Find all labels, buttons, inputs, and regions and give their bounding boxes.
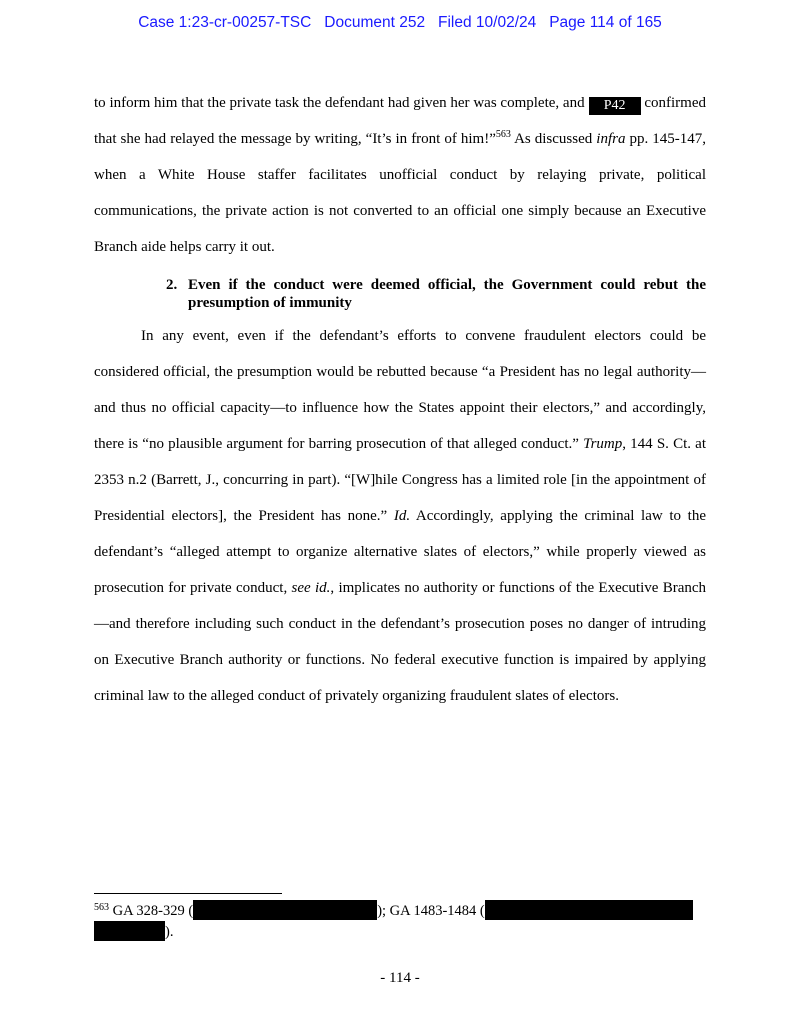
section-heading — [166, 276, 706, 312]
para1-infra: infra — [596, 131, 626, 147]
filed-date: Filed 10/02/24 — [438, 14, 537, 31]
para2-text-4: , implicates no authority or functions of the Executive Branch—and therefore including such conduct in the defendant’s prosecution poses no danger of intruding on Executive Branch authority or functions. No federal executive function is impaired by applying criminal law to the alleged conduct of privately organizing fraudulent slates of electors. — [94, 580, 707, 704]
para2-text-2: , 144 S. Ct. at 2353 n.2 (Barrett, J., concurring in part). “[W]hile Congress has a limited role [in the appointment of Presidential electors], the President has none.” — [94, 436, 706, 524]
redaction-p42: P42 — [589, 97, 641, 115]
para1-text-2: confirmed that she had relayed the message by writing, “It’s in front of him!” — [94, 95, 707, 147]
paragraph-1 — [94, 85, 706, 265]
ecf-header — [0, 14, 800, 32]
footnote-ref-563: 563 — [495, 129, 511, 140]
footnote-redaction-1 — [193, 900, 377, 920]
footnote-text-2: ); GA 1483-1484 ( — [377, 903, 485, 919]
para2-text-3: Accordingly, applying the criminal law to the defendant’s “alleged attempt to organize alternative slates of electors,” while properly viewed as prosecution for private conduct, — [94, 508, 707, 596]
document-number: Document 252 — [324, 14, 426, 31]
footnote-redaction-2 — [485, 900, 693, 920]
footnote-text-3: ). — [165, 924, 174, 940]
page-of-total: Page 114 of 165 — [549, 14, 662, 31]
para1-text-5: pp. 145-147, when a White House staffer facilitates unofficial conduct by relaying private, political communications, the private action is not converted to an official one simply because an Executive Branch aide helps carry it out. — [94, 131, 707, 255]
page-number: - 114 - — [380, 970, 420, 986]
paragraph-2 — [94, 318, 706, 714]
case-number: Case 1:23-cr-00257-TSC — [138, 14, 312, 31]
footnote-text-1: GA 328-329 ( — [109, 903, 194, 919]
footnote-redaction-3 — [94, 921, 165, 941]
para2-see-id: see id. — [291, 580, 331, 596]
heading-text: Even if the conduct were deemed official, the Government could rebut the presumption of immunity — [188, 277, 706, 311]
para2-id-cite: Id. — [393, 508, 411, 524]
para1-text-3: As discussed — [510, 131, 597, 147]
footnote-separator — [94, 893, 282, 894]
para1-text-1: to inform him that the private task the defendant had given her was complete, and — [94, 95, 585, 111]
heading-number: 2. — [166, 277, 178, 293]
footnote-563 — [94, 900, 706, 942]
para2-trump-cite: Trump — [583, 436, 623, 452]
footnote-number: 563 — [94, 902, 109, 913]
para2-text-1: In any event, even if the defendant’s efforts to convene fraudulent electors could be considered official, the presumption would be rebutted because “a President has no legal authority—and thus no official capacity—to influence how the States appoint their electors,” and accordingly, there is “no plausible argument for barring prosecution of that alleged conduct.” — [94, 328, 706, 452]
